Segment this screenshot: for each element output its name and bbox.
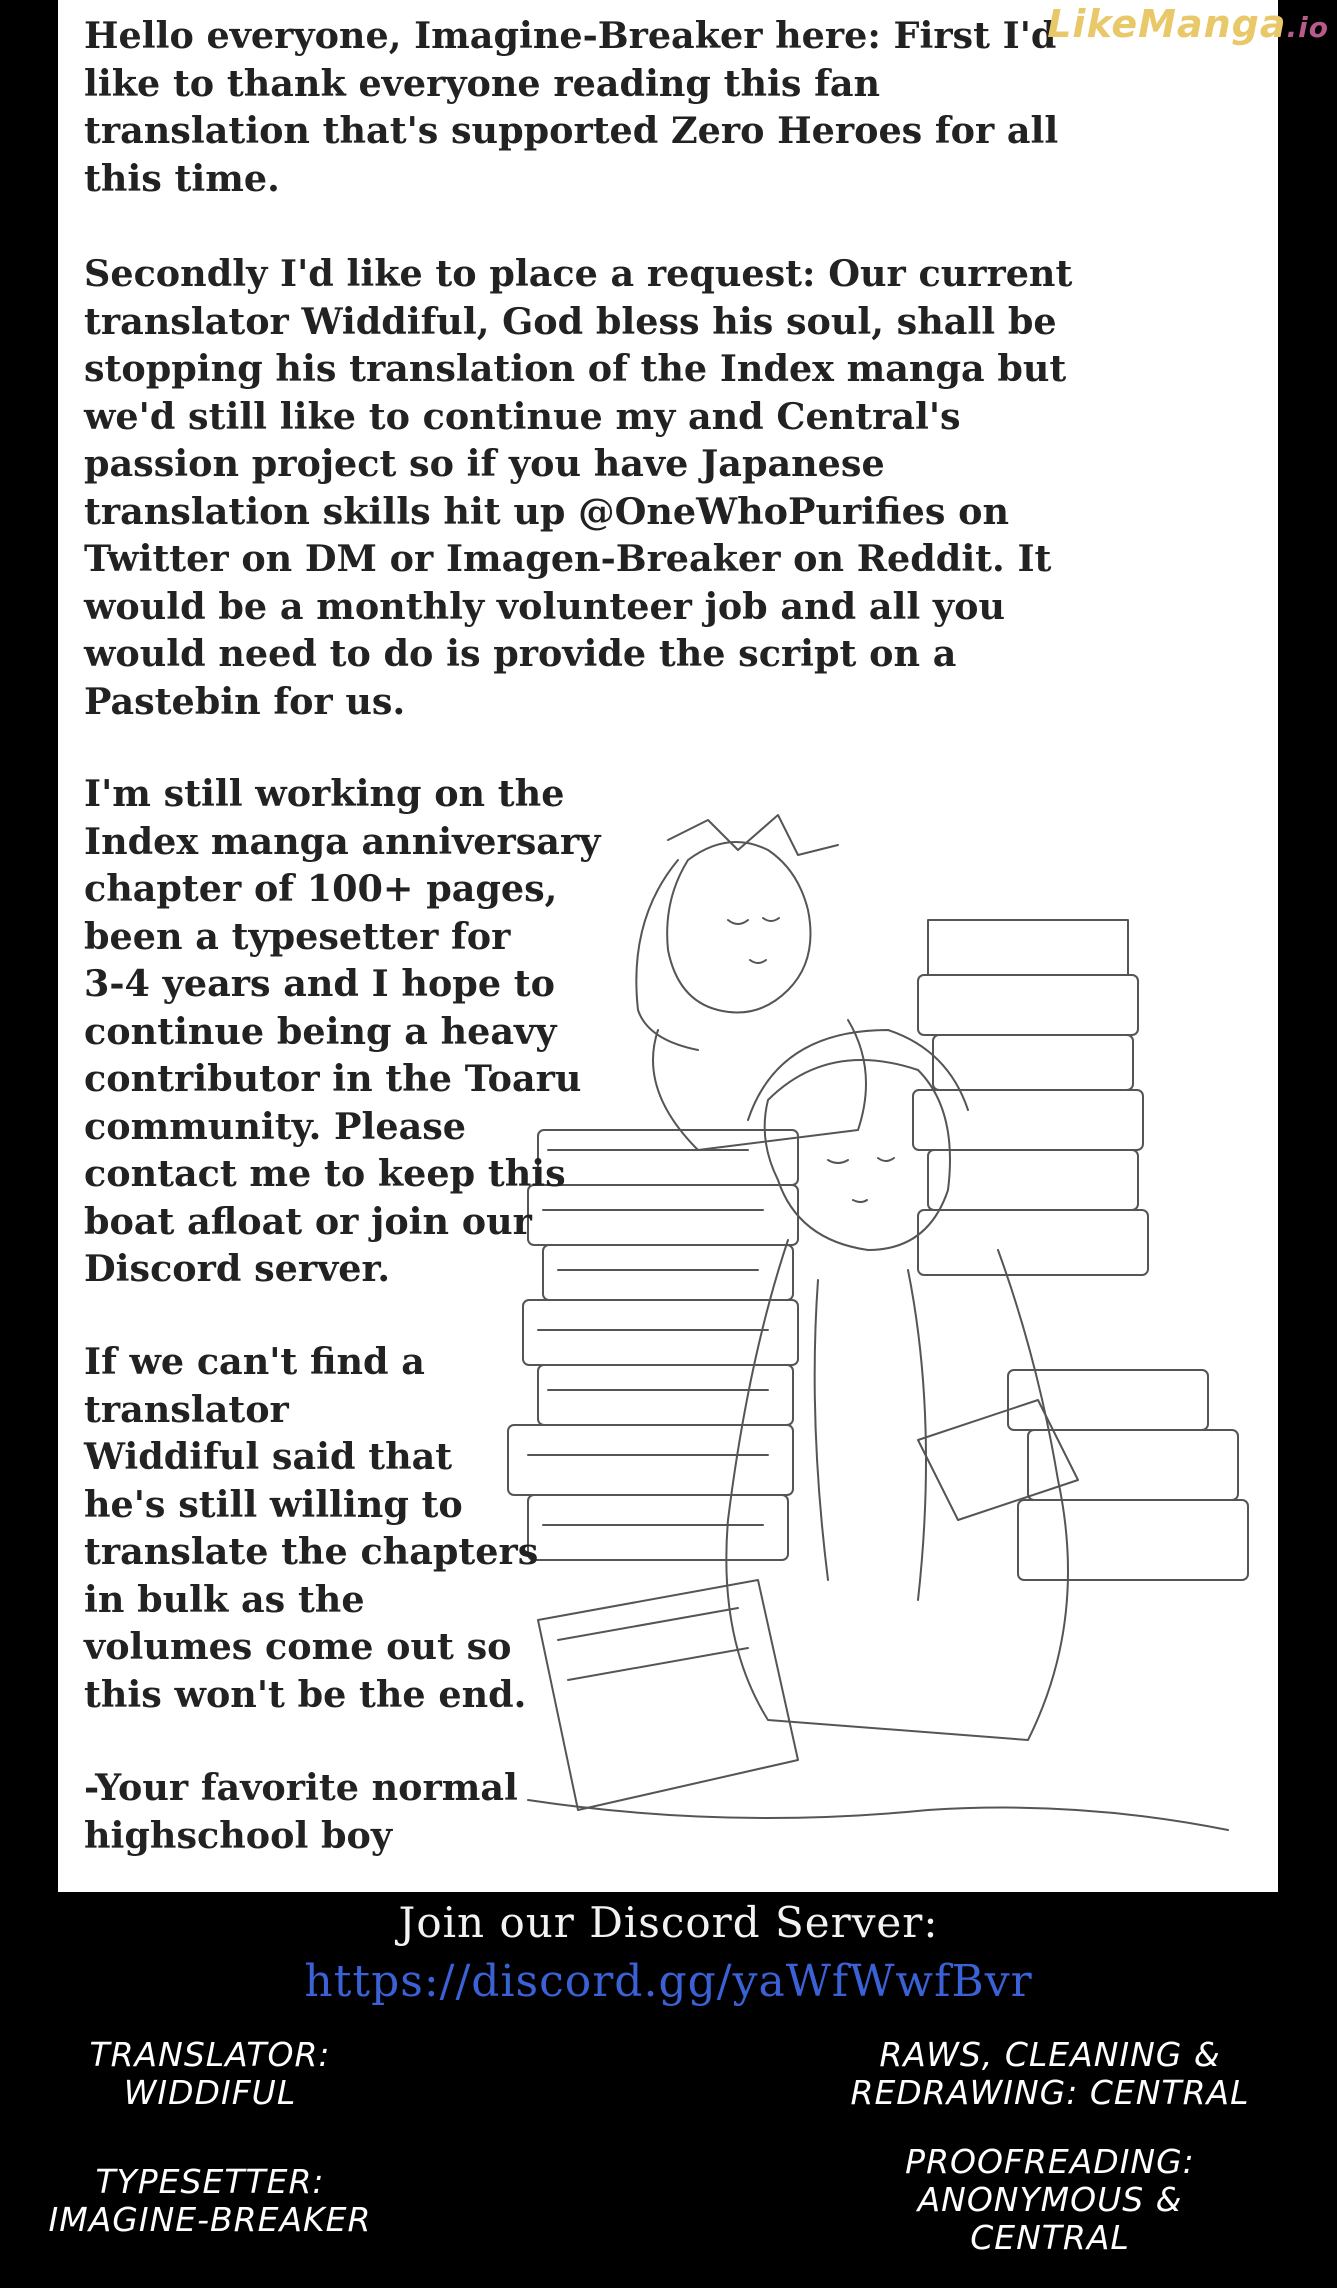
credit-proofreading-role: PROOFREADING:	[905, 2142, 1195, 2181]
announcement-panel	[58, 0, 1278, 1892]
credit-typesetter	[30, 2163, 390, 2239]
credit-typesetter-name: IMAGINE-BREAKER	[48, 2200, 372, 2239]
credit-raws	[840, 2036, 1260, 2112]
discord-heading: Join our Discord Server:	[398, 1898, 939, 1947]
credit-proofreading	[870, 2143, 1230, 2257]
message-signature: -Your favorite normal highschool boy	[84, 1766, 518, 1857]
credit-proofreading-line2: ANONYMOUS &	[917, 2180, 1183, 2219]
credit-raws-name: REDRAWING: CENTRAL	[850, 2073, 1250, 2112]
credit-translator	[70, 2036, 350, 2112]
message-paragraph-intro: Hello everyone, Imagine-Breaker here: First I'd like to thank everyone reading this fan translation that's supported Zero Heroes for all this time.	[84, 14, 1059, 200]
message-paragraph-status: I'm still working on the Index manga anniversary chapter of 100+ pages, been a typesetter for 3-4 years and I hope to continue being a heavy contributor in the Toaru community. Please contact me to keep this boat afloat or join our Discord server.	[84, 772, 601, 1290]
discord-invite-link[interactable]: https://discord.gg/yaWfWwfBvr	[304, 1956, 1033, 2007]
message-paragraph-fallback: If we can't find a translator Widdiful said that he's still willing to translate the chapters in bulk as the volumes come out so this won't be the end.	[84, 1340, 539, 1716]
credit-translator-name: WIDDIFUL	[123, 2073, 297, 2112]
message-paragraph-request: Secondly I'd like to place a request: Our current translator Widdiful, God bless his soul, shall be stopping his translation of the Index manga but we'd still like to continue my and Central's passion project so if you have Japanese translation skills hit up @OneWhoPurifies on Twitter on DM or Imagen-Breaker on Reddit. It would be a monthly volunteer job and all you would need to do is provide the script on a Pastebin for us.	[84, 252, 1073, 723]
site-watermark-logo: LikeManga.io	[1047, 2, 1329, 46]
credit-proofreading-name: CENTRAL	[970, 2218, 1130, 2257]
credit-translator-role: TRANSLATOR:	[89, 2035, 331, 2074]
credit-raws-role: RAWS, CLEANING &	[879, 2035, 1221, 2074]
credit-typesetter-role: TYPESETTER:	[95, 2162, 325, 2201]
